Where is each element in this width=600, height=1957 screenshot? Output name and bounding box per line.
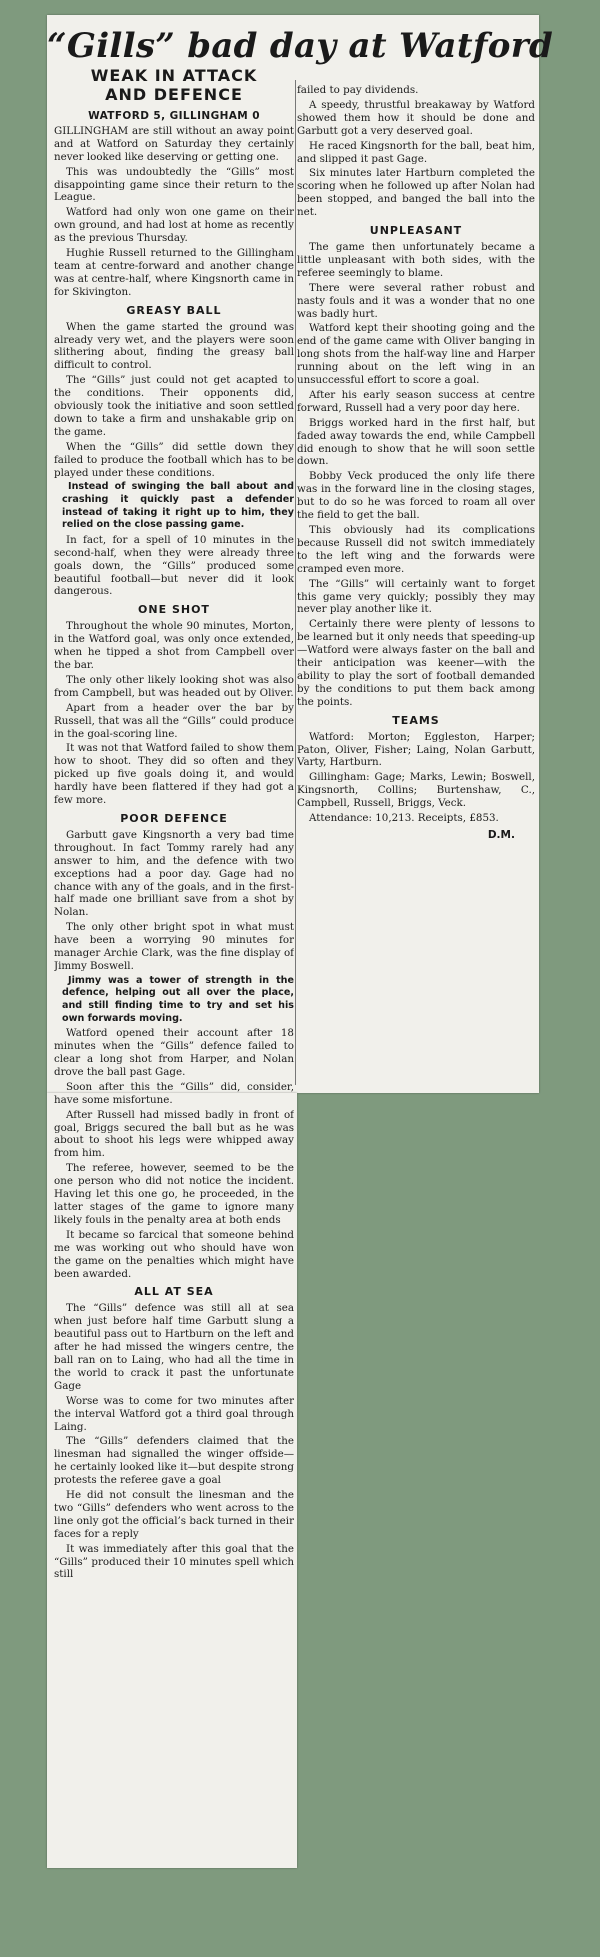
team-line-watford: Watford: Morton; Eggleston, Harper; Paton, Oliver, Fisher; Laing, Nolan Garbutt, Varty, Hartburn. (297, 730, 535, 769)
subheadline-2: AND DEFENCE (105, 85, 243, 104)
paragraph: After his early season success at centre forward, Russell had a very poor day here. (297, 388, 535, 414)
team-line-gillingham: Gillingham: Gage; Marks, Lewin; Boswell, Kingsnorth, Collins; Burtenshaw, C., Campbell, Russell, Briggs, Veck. (297, 771, 535, 810)
bold-paragraph: Jimmy was a tower of strength in the defence, helping out all over the place, and still finding time to try and set his own forwards moving. (62, 974, 294, 1024)
paragraph: Watford had only won one game on their own ground, and had lost at home as recently as the previous Thursday. (54, 206, 294, 245)
paragraph: The game then unfortunately became a little unpleasant with both sides, with the referee seemingly to blame. (297, 240, 535, 279)
paragraph: When the game started the ground was already very wet, and the players were soon slithering about, finding the greasy ball difficult to control. (54, 320, 294, 372)
column-divider (295, 80, 296, 1085)
paragraph: Watford kept their shooting going and the end of the game came with Oliver banging in long shots from the half-way line and Harper running about on the left wing in an unsuccessful effort to score a goal. (297, 322, 535, 387)
paragraph: The “Gills” defenders claimed that the linesman had signalled the winger offside—he certainly looked like it—but despite strong protests the referee gave a goal (54, 1435, 294, 1487)
author-signoff: D.M. (487, 828, 515, 841)
paragraph: The “Gills” will certainly want to forget this game very quickly; possibly they may never play another like it. (297, 577, 535, 616)
paragraph: It was immediately after this goal that the “Gills” produced their 10 minutes spell which still (54, 1542, 294, 1581)
attendance-line: Attendance: 10,213. Receipts, £853. (309, 812, 499, 825)
paragraph: When the “Gills” did settle down they failed to produce the football which has to be played under these conditions. (54, 440, 294, 479)
section-heading-all-at-sea: ALL AT SEA (134, 1285, 214, 1299)
paragraph: This obviously had its complications because Russell did not switch immediately to the left wing and the forwards were cramped even more. (297, 524, 535, 575)
paragraph: A speedy, thrustful breakaway by Watford showed them how it should be done and Garbutt got a very deserved goal. (297, 98, 535, 137)
right-column (297, 84, 535, 1074)
paragraph: Throughout the whole 90 minutes, Morton, in the Watford goal, was only once extended, when he tipped a shot from Campbell over the bar. (54, 620, 294, 671)
paragraph: GILLINGHAM are still without an away point and at Watford on Saturday they certainly never looked like deserving or getting one. (54, 124, 294, 163)
section-heading-teams: TEAMS (392, 713, 440, 727)
paragraph: He did not consult the linesman and the two “Gills” defenders who went across to the line only got the official’s back turned in their faces for a reply (54, 1489, 294, 1540)
headline: “Gills” bad day at Watford (47, 26, 554, 66)
paragraph: The only other bright spot in what must have been a worrying 90 minutes for manager Archie Clark, was the fine display of Jimmy Boswell. (54, 921, 294, 972)
section-heading-poor-defence: POOR DEFENCE (120, 811, 228, 825)
paragraph: failed to pay dividends. (297, 84, 419, 96)
section-heading-one-shot: ONE SHOT (138, 603, 210, 617)
paragraph: This was undoubtedly the “Gills” most disappointing game since their return to the League. (54, 165, 294, 204)
subheadline-1: WEAK IN ATTACK (90, 66, 258, 85)
paragraph: It became so farcical that someone behind me was working out who should have won the game on the penalties which might have been awarded. (54, 1228, 294, 1280)
paragraph: Bobby Veck produced the only life there was in the forward line in the closing stages, but to do so he was forced to roam all over the field to get the ball. (297, 470, 535, 522)
paragraph: Soon after this the “Gills” did, consider, have some misfortune. (54, 1080, 294, 1106)
paragraph: Apart from a header over the bar by Russell, that was all the “Gills” could produce in the goal-scoring line. (54, 701, 294, 740)
paragraph: After Russell had missed badly in front of goal, Briggs secured the ball but as he was about to shoot his legs were whipped away from him. (54, 1108, 294, 1160)
paragraph: The only other likely looking shot was also from Campbell, but was headed out by Oliver. (54, 673, 294, 699)
paragraph: The “Gills” just could not get acapted to the conditions. Their opponents did, obviously took the initiative and soon settled down to take a firm and unshakable grip on the game. (54, 374, 294, 438)
paragraph: Briggs worked hard in the first half, but faded away towards the end, while Campbell did enough to show that he will soon settle down. (297, 416, 535, 468)
section-heading-unpleasant: UNPLEASANT (369, 224, 463, 238)
paragraph: Garbutt gave Kingsnorth a very bad time throughout. In fact Tommy rarely had any answer to him, and the defence with two exceptions had a poor day. Gage had no chance with any of the goals, and in the first-half made one brilliant save from a shot by Nolan. (54, 828, 294, 919)
paragraph: The referee, however, seemed to be the one person who did not notice the incident. Having let this one go, he proceeded, in the latter stages of the game to ignore many likely fouls in the penalty area at both ends (54, 1162, 294, 1226)
paragraph: Worse was to come for two minutes after the interval Watford got a third goal through Laing. (54, 1394, 294, 1433)
paragraph: Six minutes later Hartburn completed the scoring when he followed up after Nolan had been stopped, and banged the ball into the net. (297, 167, 535, 219)
paragraph: There were several rather robust and nasty fouls and it was a wonder that no one was badly hurt. (297, 281, 535, 320)
section-heading-greasy-ball: GREASY BALL (126, 303, 222, 317)
paragraph: In fact, for a spell of 10 minutes in the second-half, when they were already three goals down, the “Gills” produced some beautiful football—but never did it look dangerous. (54, 533, 294, 598)
paragraph: The “Gills” defence was still all at sea when just before half time Garbutt slung a beautiful pass out to Hartburn on the left and after he had missed the wingers centre, the ball ran on to Laing, who had all the time in the world to crack it past the unfortunate Gage (54, 1302, 294, 1392)
paragraph: He raced Kingsnorth for the ball, beat him, and slipped it past Gage. (297, 139, 535, 165)
paragraph: Certainly there were plenty of lessons to be learned but it only needs that speeding-up—Watford were always faster on the ball and their anticipation was keener—with the ability to play the sort of football demanded by the conditions to put them back among the points. (297, 618, 535, 708)
left-column (54, 66, 294, 1862)
paragraph: Hughie Russell returned to the Gillingham team at centre-forward and another change was at centre-half, where Kingsnorth came in for Skivington. (54, 247, 294, 298)
paragraph: It was not that Watford failed to show them how to shoot. They did so often and they picked up five goals doing it, and would hardly have been flattered if they had got a few more. (54, 742, 294, 807)
bold-paragraph: Instead of swinging the ball about and crashing it quickly past a defender instead of taking it right up to him, they relied on the close passing game. (62, 481, 294, 531)
paragraph: Watford opened their account after 18 minutes when the “Gills” defence failed to clear a long shot from Harper, and Nolan drove the ball past Gage. (54, 1027, 294, 1078)
score-line: WATFORD 5, GILLINGHAM 0 (88, 110, 260, 122)
